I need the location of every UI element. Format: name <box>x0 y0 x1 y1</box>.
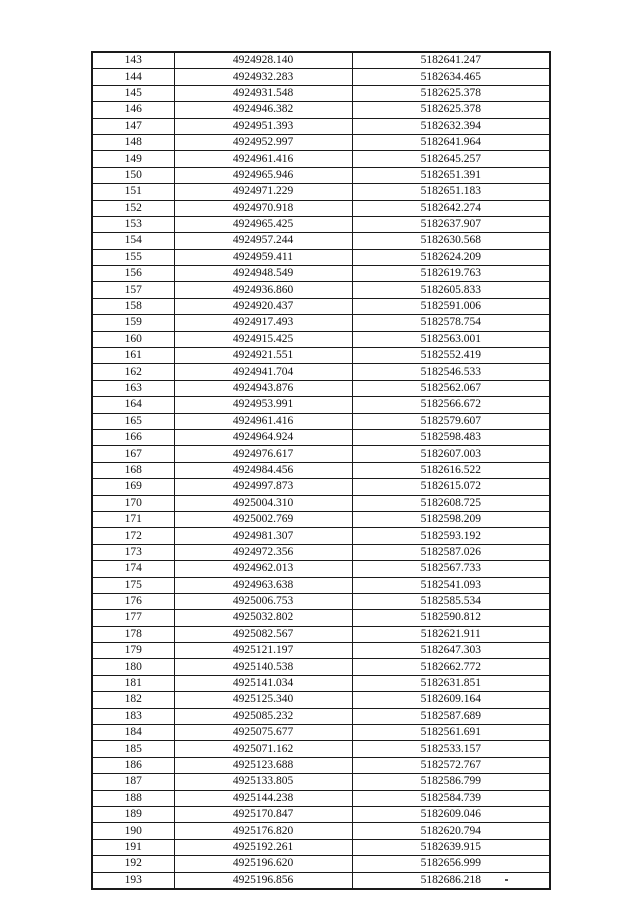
table-row <box>92 872 550 889</box>
point-number-cell: 166 <box>92 429 174 445</box>
table-row <box>92 495 550 511</box>
y-coordinate-cell: 5182605.833 <box>352 282 550 298</box>
x-coordinate-cell: 4924932.283 <box>174 69 352 85</box>
point-number-cell: 192 <box>92 856 174 872</box>
table-row <box>92 577 550 593</box>
y-coordinate-cell: 5182634.465 <box>352 69 550 85</box>
point-number-cell: 183 <box>92 708 174 724</box>
y-coordinate-cell: 5182651.391 <box>352 167 550 183</box>
x-coordinate-cell: 4924981.307 <box>174 528 352 544</box>
x-coordinate-cell: 4925196.856 <box>174 872 352 889</box>
coordinates-table-body <box>92 52 550 889</box>
y-coordinate-cell: 5182607.003 <box>352 446 550 462</box>
point-number-cell: 143 <box>92 52 174 69</box>
x-coordinate-cell: 4925133.805 <box>174 774 352 790</box>
point-number-cell: 169 <box>92 479 174 495</box>
table-row <box>92 200 550 216</box>
y-coordinate-cell: 5182609.046 <box>352 806 550 822</box>
y-coordinate-cell: 5182639.915 <box>352 839 550 855</box>
point-number-cell: 147 <box>92 118 174 134</box>
point-number-cell: 176 <box>92 593 174 609</box>
y-coordinate-cell: 5182624.209 <box>352 249 550 265</box>
x-coordinate-cell: 4924915.425 <box>174 331 352 347</box>
point-number-cell: 152 <box>92 200 174 216</box>
y-coordinate-cell: 5182630.568 <box>352 233 550 249</box>
x-coordinate-cell: 4925006.753 <box>174 593 352 609</box>
table-row <box>92 69 550 85</box>
point-number-cell: 177 <box>92 610 174 626</box>
y-coordinate-cell: 5182541.093 <box>352 577 550 593</box>
table-row <box>92 249 550 265</box>
point-number-cell: 184 <box>92 725 174 741</box>
point-number-cell: 188 <box>92 790 174 806</box>
y-coordinate-cell: 5182585.534 <box>352 593 550 609</box>
point-number-cell: 150 <box>92 167 174 183</box>
y-coordinate-cell: 5182587.689 <box>352 708 550 724</box>
point-number-cell: 185 <box>92 741 174 757</box>
table-row <box>92 331 550 347</box>
x-coordinate-cell: 4925004.310 <box>174 495 352 511</box>
y-coordinate-cell: 5182608.725 <box>352 495 550 511</box>
y-coordinate-cell: 5182578.754 <box>352 315 550 331</box>
x-coordinate-cell: 4925082.567 <box>174 626 352 642</box>
point-number-cell: 171 <box>92 511 174 527</box>
table-row <box>92 643 550 659</box>
x-coordinate-cell: 4924946.382 <box>174 102 352 118</box>
y-coordinate-cell: 5182651.183 <box>352 184 550 200</box>
x-coordinate-cell: 4924962.013 <box>174 561 352 577</box>
point-number-cell: 157 <box>92 282 174 298</box>
point-number-cell: 162 <box>92 364 174 380</box>
x-coordinate-cell: 4925071.162 <box>174 741 352 757</box>
table-row <box>92 266 550 282</box>
table-row <box>92 610 550 626</box>
x-coordinate-cell: 4924965.425 <box>174 216 352 232</box>
table-row <box>92 626 550 642</box>
y-coordinate-cell: 5182642.274 <box>352 200 550 216</box>
table-row <box>92 774 550 790</box>
x-coordinate-cell: 4925002.769 <box>174 511 352 527</box>
point-number-cell: 148 <box>92 134 174 150</box>
table-row <box>92 134 550 150</box>
point-number-cell: 190 <box>92 823 174 839</box>
x-coordinate-cell: 4924984.456 <box>174 462 352 478</box>
x-coordinate-cell: 4925196.620 <box>174 856 352 872</box>
point-number-cell: 186 <box>92 757 174 773</box>
point-number-cell: 191 <box>92 839 174 855</box>
x-coordinate-cell: 4925032.802 <box>174 610 352 626</box>
table-row <box>92 479 550 495</box>
table-row <box>92 315 550 331</box>
point-number-cell: 172 <box>92 528 174 544</box>
y-coordinate-cell: 5182686.218 <box>352 872 550 889</box>
x-coordinate-cell: 4924943.876 <box>174 380 352 396</box>
table-row <box>92 675 550 691</box>
table-row <box>92 282 550 298</box>
table-row <box>92 85 550 101</box>
x-coordinate-cell: 4924961.416 <box>174 151 352 167</box>
point-number-cell: 179 <box>92 643 174 659</box>
point-number-cell: 182 <box>92 692 174 708</box>
table-row <box>92 446 550 462</box>
x-coordinate-cell: 4924941.704 <box>174 364 352 380</box>
table-row <box>92 839 550 855</box>
point-number-cell: 159 <box>92 315 174 331</box>
table-row <box>92 397 550 413</box>
point-number-cell: 165 <box>92 413 174 429</box>
y-coordinate-cell: 5182641.964 <box>352 134 550 150</box>
x-coordinate-cell: 4924917.493 <box>174 315 352 331</box>
point-number-cell: 167 <box>92 446 174 462</box>
x-coordinate-cell: 4924959.411 <box>174 249 352 265</box>
y-coordinate-cell: 5182632.394 <box>352 118 550 134</box>
point-number-cell: 175 <box>92 577 174 593</box>
y-coordinate-cell: 5182609.164 <box>352 692 550 708</box>
point-number-cell: 187 <box>92 774 174 790</box>
point-number-cell: 156 <box>92 266 174 282</box>
x-coordinate-cell: 4925140.538 <box>174 659 352 675</box>
table-row <box>92 233 550 249</box>
y-coordinate-cell: 5182572.767 <box>352 757 550 773</box>
table-row <box>92 167 550 183</box>
y-coordinate-cell: 5182619.763 <box>352 266 550 282</box>
point-number-cell: 161 <box>92 348 174 364</box>
y-coordinate-cell: 5182562.067 <box>352 380 550 396</box>
table-row <box>92 790 550 806</box>
y-coordinate-cell: 5182641.247 <box>352 52 550 69</box>
x-coordinate-cell: 4924952.997 <box>174 134 352 150</box>
table-row <box>92 462 550 478</box>
x-coordinate-cell: 4924970.918 <box>174 200 352 216</box>
y-coordinate-cell: 5182586.799 <box>352 774 550 790</box>
x-coordinate-cell: 4924951.393 <box>174 118 352 134</box>
point-number-cell: 174 <box>92 561 174 577</box>
y-coordinate-cell: 5182533.157 <box>352 741 550 757</box>
y-coordinate-cell: 5182656.999 <box>352 856 550 872</box>
y-coordinate-cell: 5182598.209 <box>352 511 550 527</box>
x-coordinate-cell: 4924963.638 <box>174 577 352 593</box>
x-coordinate-cell: 4924971.229 <box>174 184 352 200</box>
table-row <box>92 429 550 445</box>
table-row <box>92 298 550 314</box>
table-row <box>92 856 550 872</box>
y-coordinate-cell: 5182566.672 <box>352 397 550 413</box>
y-coordinate-cell: 5182590.812 <box>352 610 550 626</box>
page-speck-mark <box>505 879 508 881</box>
x-coordinate-cell: 4925170.847 <box>174 806 352 822</box>
table-row <box>92 348 550 364</box>
table-row <box>92 544 550 560</box>
point-number-cell: 144 <box>92 69 174 85</box>
x-coordinate-cell: 4925085.232 <box>174 708 352 724</box>
table-row <box>92 216 550 232</box>
y-coordinate-cell: 5182593.192 <box>352 528 550 544</box>
x-coordinate-cell: 4925075.677 <box>174 725 352 741</box>
y-coordinate-cell: 5182647.303 <box>352 643 550 659</box>
y-coordinate-cell: 5182625.378 <box>352 85 550 101</box>
x-coordinate-cell: 4924965.946 <box>174 167 352 183</box>
y-coordinate-cell: 5182662.772 <box>352 659 550 675</box>
table-row <box>92 184 550 200</box>
point-number-cell: 151 <box>92 184 174 200</box>
y-coordinate-cell: 5182625.378 <box>352 102 550 118</box>
table-row <box>92 528 550 544</box>
point-number-cell: 155 <box>92 249 174 265</box>
table-row <box>92 511 550 527</box>
x-coordinate-cell: 4924920.437 <box>174 298 352 314</box>
x-coordinate-cell: 4924953.991 <box>174 397 352 413</box>
y-coordinate-cell: 5182579.607 <box>352 413 550 429</box>
y-coordinate-cell: 5182620.794 <box>352 823 550 839</box>
y-coordinate-cell: 5182552.419 <box>352 348 550 364</box>
point-number-cell: 181 <box>92 675 174 691</box>
point-number-cell: 170 <box>92 495 174 511</box>
y-coordinate-cell: 5182616.522 <box>352 462 550 478</box>
table-row <box>92 118 550 134</box>
y-coordinate-cell: 5182567.733 <box>352 561 550 577</box>
point-number-cell: 189 <box>92 806 174 822</box>
table-row <box>92 725 550 741</box>
table-row <box>92 593 550 609</box>
table-row <box>92 741 550 757</box>
table-row <box>92 364 550 380</box>
table-row <box>92 806 550 822</box>
x-coordinate-cell: 4925144.238 <box>174 790 352 806</box>
coordinates-table <box>91 51 551 890</box>
y-coordinate-cell: 5182621.911 <box>352 626 550 642</box>
x-coordinate-cell: 4925123.688 <box>174 757 352 773</box>
table-row <box>92 823 550 839</box>
y-coordinate-cell: 5182591.006 <box>352 298 550 314</box>
table-row <box>92 692 550 708</box>
y-coordinate-cell: 5182546.533 <box>352 364 550 380</box>
y-coordinate-cell: 5182563.001 <box>352 331 550 347</box>
table-row <box>92 708 550 724</box>
point-number-cell: 163 <box>92 380 174 396</box>
point-number-cell: 146 <box>92 102 174 118</box>
point-number-cell: 158 <box>92 298 174 314</box>
table-row <box>92 151 550 167</box>
table-row <box>92 561 550 577</box>
point-number-cell: 154 <box>92 233 174 249</box>
x-coordinate-cell: 4925176.820 <box>174 823 352 839</box>
x-coordinate-cell: 4925121.197 <box>174 643 352 659</box>
x-coordinate-cell: 4924928.140 <box>174 52 352 69</box>
y-coordinate-cell: 5182561.691 <box>352 725 550 741</box>
y-coordinate-cell: 5182598.483 <box>352 429 550 445</box>
y-coordinate-cell: 5182584.739 <box>352 790 550 806</box>
x-coordinate-cell: 4924976.617 <box>174 446 352 462</box>
point-number-cell: 173 <box>92 544 174 560</box>
x-coordinate-cell: 4924964.924 <box>174 429 352 445</box>
point-number-cell: 160 <box>92 331 174 347</box>
x-coordinate-cell: 4924957.244 <box>174 233 352 249</box>
point-number-cell: 180 <box>92 659 174 675</box>
x-coordinate-cell: 4924921.551 <box>174 348 352 364</box>
point-number-cell: 178 <box>92 626 174 642</box>
table-row <box>92 757 550 773</box>
x-coordinate-cell: 4925125.340 <box>174 692 352 708</box>
point-number-cell: 153 <box>92 216 174 232</box>
point-number-cell: 145 <box>92 85 174 101</box>
x-coordinate-cell: 4924948.549 <box>174 266 352 282</box>
y-coordinate-cell: 5182615.072 <box>352 479 550 495</box>
point-number-cell: 164 <box>92 397 174 413</box>
y-coordinate-cell: 5182631.851 <box>352 675 550 691</box>
table-row <box>92 659 550 675</box>
x-coordinate-cell: 4924972.356 <box>174 544 352 560</box>
table-row <box>92 52 550 69</box>
table-row <box>92 413 550 429</box>
x-coordinate-cell: 4925141.034 <box>174 675 352 691</box>
x-coordinate-cell: 4924961.416 <box>174 413 352 429</box>
point-number-cell: 193 <box>92 872 174 889</box>
x-coordinate-cell: 4924936.860 <box>174 282 352 298</box>
x-coordinate-cell: 4925192.261 <box>174 839 352 855</box>
table-row <box>92 102 550 118</box>
point-number-cell: 149 <box>92 151 174 167</box>
y-coordinate-cell: 5182587.026 <box>352 544 550 560</box>
x-coordinate-cell: 4924997.873 <box>174 479 352 495</box>
point-number-cell: 168 <box>92 462 174 478</box>
y-coordinate-cell: 5182645.257 <box>352 151 550 167</box>
table-row <box>92 380 550 396</box>
y-coordinate-cell: 5182637.907 <box>352 216 550 232</box>
x-coordinate-cell: 4924931.548 <box>174 85 352 101</box>
